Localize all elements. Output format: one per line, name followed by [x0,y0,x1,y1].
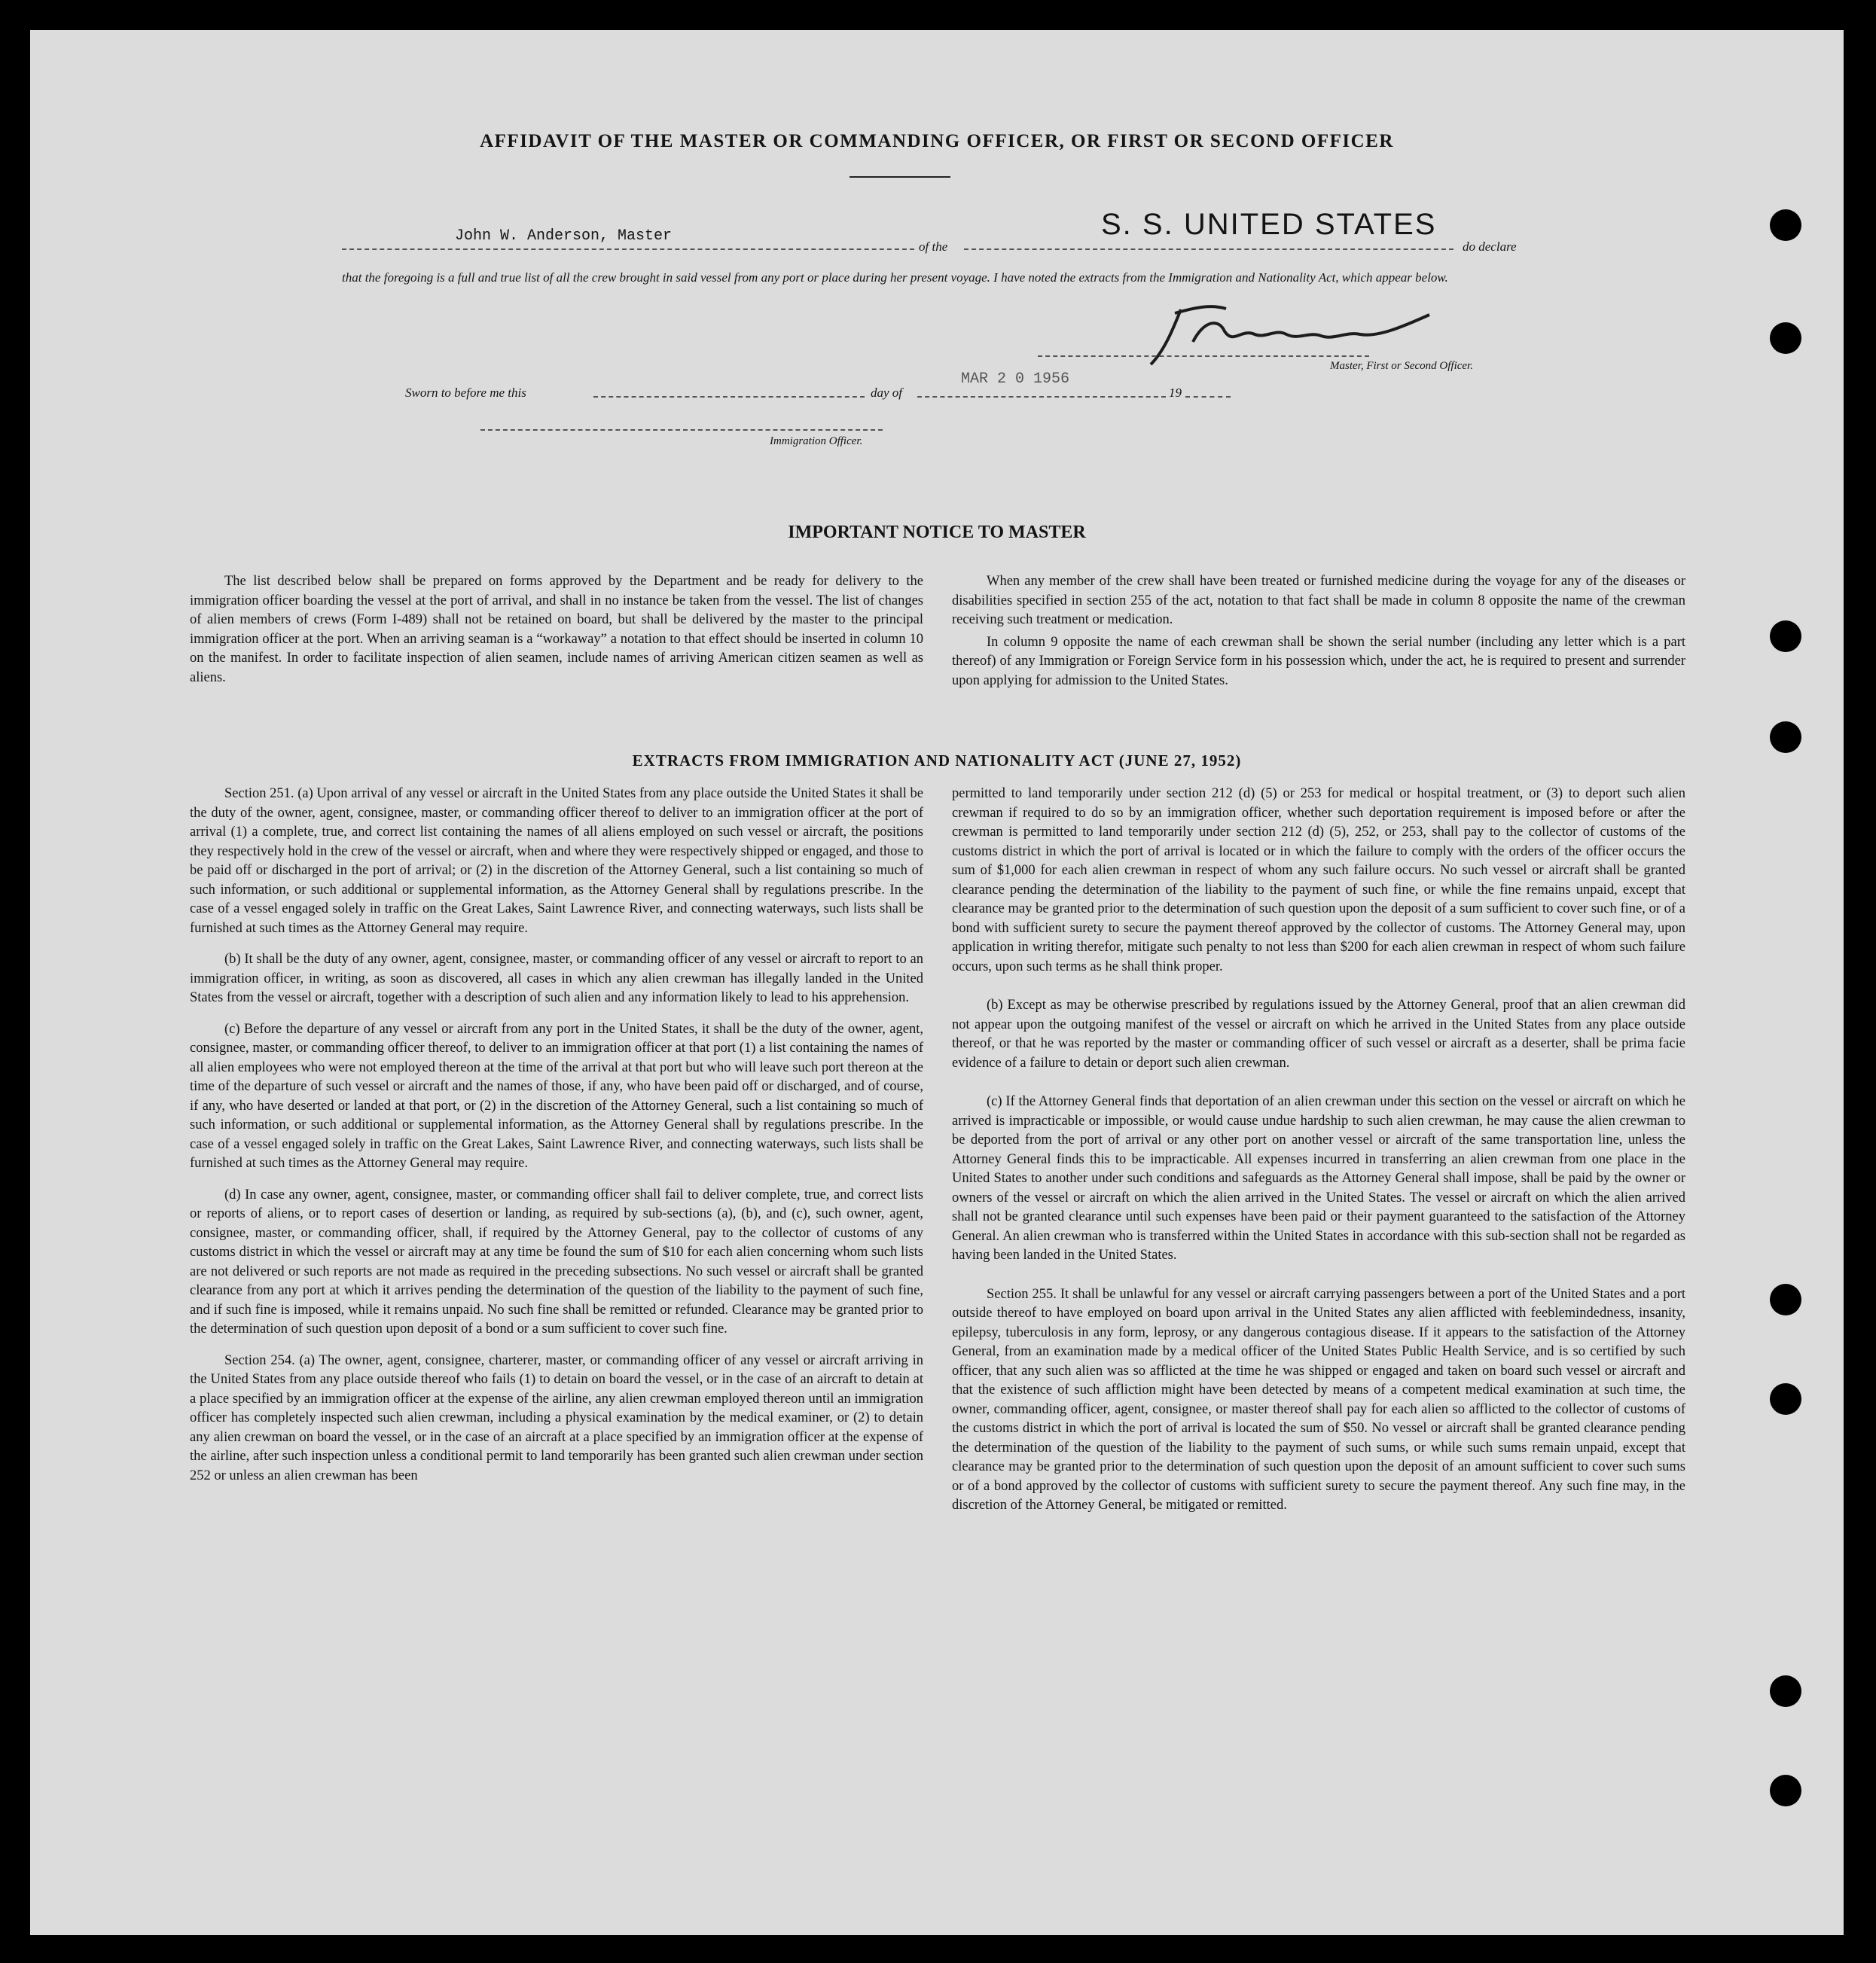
notice-paragraph: When any member of the crew shall have been treated or furnished medicine during the voyage for any of the diseases or disabilities specified in section 255 of the act, notation to that fact shall be made in column 8 opposite the name of the crewman receiving such treatment or medication. [952,574,1685,627]
notice-left-column [190,572,923,700]
vessel-name-stamp: S. S. UNITED STATES [1101,208,1437,241]
date-stamp: MAR 2 0 1956 [961,370,1070,388]
sworn-line [405,370,1234,408]
extract-paragraph: (b) Except as may be otherwise prescribed by regulations issued by the Attorney General, proof that an alien crewman did not appear upon the outgoing manifest of the vessel or aircraft on which he arrived in the United States from any place outside thereof, or that he was reported by the master or commanding officer of such vessel or aircraft as a deserter, shall be prima facie evidence of a failure to detain or deport such alien crewman. [952,998,1685,1071]
extracts-title: EXTRACTS FROM IMMIGRATION AND NATIONALITY ACT (JUNE 27, 1952) [632,751,1242,770]
extract-paragraph: permitted to land temporarily under section 212 (d) (5) or 253 for medical or hospital treatment, or (3) to deport such alien crewman if required to do so by an immigration officer, whether such deportation requirement is imposed before or after the crewman is permitted to land temporarily under section 212 (d) (5), 252, or 253, shall pay to the collector of customs of the customs district in which the port of arrival is located or in which the failure to comply with the orders of the officer occurs the sum of $1,000 for each alien crewman in respect of whom any such failure occurs. No such vessel or aircraft shall be granted clearance pending the determination of the liability to the payment of such fine, or while the fine remains unpaid, except that clearance may be granted prior to the determination of such question upon the deposit of a sum sufficient to cover such fine, or of a bond with sufficient surety to secure the payment thereof approved by the collector of customs. The Attorney General may, upon application in writing therefor, mitigate such penalty to not less than $200 for each alien crewman in respect of whom such failure occurs, upon such terms as he shall think proper. [952,786,1685,974]
signature-caption: Master, First or Second Officer. [1330,360,1473,372]
do-declare-label: do declare [1463,239,1517,254]
affidavit-title: AFFIDAVIT OF THE MASTER OR COMMANDING OFFICER, OR FIRST OR SECOND OFFICER [480,131,1394,151]
declaration-text: that the foregoing is a full and true list of all the crew brought in said vessel from any port or place during her present voyage. I have noted the extracts from the Immigration and Nationality Act, which appear below. [342,270,1448,285]
sworn-label: Sworn to before me this [405,386,526,400]
extract-paragraph: Section 255. It shall be unlawful for any vessel or aircraft carrying passengers between a port of the United States and a port outside thereof to have employed on board upon arrival in the United States any alien afflicted with feeblemindedness, insanity, epilepsy, tuberculosis in any form, leprosy, or any dangerous contagious disease. If it appears to the satisfaction of the Attorney General, from an examination made by a medical officer of the United States Public Health Service, and is so certified by such officer, that any such alien was so afflicted at the time he was shipped or engaged and taken on board such vessel or aircraft and that the existence of such affliction might have been detected by means of a competent medical examination at such time, the owner, commanding officer, agent, consignee, or master thereof shall pay for each alien so afflicted to the collector of customs of the customs district in which the port of arrival is located the sum of $50. No vessel or aircraft shall be granted clearance pending the determination of the question of the liability to the payment of such sums, or while such sums remain unpaid, except that clearance may be granted prior to the determination of such question upon the deposit of an amount sufficient to cover such sums or of a bond approved by the collector of customs with sufficient surety to secure the payment thereof. Any such fine may, in the discretion of the Attorney General, be mitigated or remitted. [952,1286,1685,1513]
officer-caption: Immigration Officer. [770,435,863,447]
extracts-left-column [190,785,923,1498]
extracts-right-column [952,785,1685,1528]
year-blank [1185,396,1231,398]
officer-signature-blank [480,429,883,431]
signature-blank [1038,355,1369,357]
of-the-label: of the [919,239,948,254]
sworn-month-blank [917,396,1166,398]
extract-paragraph: Section 254. (a) The owner, agent, consignee, charterer, master, or commanding officer of any vessel or aircraft arriving in the United States from any place outside thereof who fails (1) to detain on board the vessel, or in the case of an aircraft to detain at a place specified by an immigration officer at the expense of the airline, any alien crewman employed thereon until an immigration officer has completely inspected such alien crewman, including a physical examination by the medical examiner, or (2) to detain any alien crewman on board the vessel, or in the case of an aircraft at a place specified by an immigration officer at the expense of the airline, after such inspection unless a conditional permit to land temporarily has been granted such alien crewman under section 252 or unless an alien crewman has been [190,1352,923,1483]
notice-paragraph: The list described below shall be prepared on forms approved by the Department and be ready for delivery to the immigration officer boarding the vessel at the port of arrival, and shall in no instance be taken from the vessel. The list of changes of alien members of crews (Form I-489) shall not be retained on board, but shall be delivered by the master to the principal immigration officer at the port. When an arriving seaman is a “workaway” a notation to that effect should be inserted in column 10 on the manifest. In order to facilitate inspection of alien seamen, include names of arriving American citizen seamen as well as aliens. [190,574,923,685]
document-page [30,30,1844,1935]
vessel-blank [964,248,1454,250]
extract-paragraph: (c) If the Attorney General finds that deportation of an alien crewman under this section on the vessel or aircraft on which he arrived is impracticable or impossible, or would cause undue hardship to such alien crewman, he may cause the alien crewman to be deported from the port of arrival or any other port on another vessel or aircraft of the same transportation line, unless the Attorney General finds this to be impracticable. All expenses incurred in transferring an alien crewman from one place in the United States to another under such conditions and safeguards as the Attorney General shall impose, shall be paid by the owner or owners of the vessel or aircraft on which the alien arrived in the United States. The vessel or aircraft on which the alien arrived shall not be granted clearance until such expenses have been paid or their payment guaranteed to the satisfaction of the Attorney General. An alien crewman who is transferred within the United States in accordance with this sub-section shall not be regarded as having been landed in the United States. [952,1094,1685,1263]
notice-title: IMPORTANT NOTICE TO MASTER [788,523,1086,542]
title-underline [850,176,950,178]
notice-paragraph: In column 9 opposite the name of each crewman shall be shown the serial number (including any letter which is a part thereof) of any Immigration or Foreign Service form in his possession which, under the act, he is required to present and surrender upon applying for admission to the United States. [952,634,1685,688]
notice-right-column [952,572,1685,703]
declarant-line [342,208,1533,255]
signature-block [1008,291,1535,381]
extract-paragraph: (c) Before the departure of any vessel or aircraft from any port in the United States, it shall be the duty of the owner, agent, consignee, master, or commanding officer thereof, to deliver to an immigration officer at that port (1) a list containing the names of all alien employees who were not employed thereon at the time of the arrival at that port but who will leave such port thereon at the time of the departure of such vessel or aircraft and the names of those, if any, who have been paid off or discharged, and of course, if any, who have deserted or landed at that port, or (2) in the discretion of the Attorney General, such a list containing so much of such information, or such additional or supplemental information, as the Attorney General shall by regulations prescribe. In the case of a vessel engaged solely in traffic on the Great Lakes, Saint Lawrence River, and connecting waterways, such lists shall be furnished at such times as the Attorney General may require. [190,1021,923,1171]
year-label: 19 [1169,386,1182,400]
extract-paragraph: Section 251. (a) Upon arrival of any vessel or aircraft in the United States from any place outside the United States it shall be the duty of the owner, agent, consignee, master, or commanding officer thereof to deliver to an immigration officer at the port of arrival (1) a complete, true, and correct list containing the names of all aliens employed on such vessel or aircraft, the positions they respectively hold in the crew of the vessel or aircraft, when and where they were respectively shipped or engaged, and those to be paid off or discharged in the port of arrival; or (2) in the discretion of the Attorney General, such a list containing so much of such information, or such additional or supplemental information, as the Attorney General shall by regulations prescribe. In the case of a vessel engaged solely in traffic on the Great Lakes, Saint Lawrence River, and connecting waterways, such lists shall be furnished at such times as the Attorney General may require. [190,786,923,936]
declarant-name: John W. Anderson, Master [455,227,673,245]
name-blank [342,248,914,250]
sworn-day-blank [593,396,865,398]
day-of-label: day of [871,386,903,400]
extract-paragraph: (b) It shall be the duty of any owner, agent, consignee, master, or commanding officer of any vessel or aircraft to report to an immigration officer, in writing, as soon as discovered, all cases in which any alien crewman has illegally landed in the United States from the vessel or aircraft, together with a description of such alien and any information likely to lead to his apprehension. [190,952,923,1005]
extract-paragraph: (d) In case any owner, agent, consignee, master, or commanding officer shall fail to deliver complete, true, and correct lists or reports of aliens, or to report cases of desertion or landing, as required by sub-sections (a), (b), and (c), such owner, agent, consignee, master, or commanding officer, shall, if required by the Attorney General, pay to the collector of customs of any customs district in which the vessel or aircraft may at any time be found the sum of $10 for each alien concerning whom such lists are not delivered or such reports are not made as required in the preceding subsections. No such vessel or aircraft shall be granted clearance from any port at which it arrives pending the determination of the question of the liability to the payment of such fine, and if such fine is imposed, while it remains unpaid. No such fine shall be remitted or refunded. Clearance may be granted prior to the determination of such question upon deposit of a bond or a sum sufficient to cover such fine. [190,1187,923,1337]
